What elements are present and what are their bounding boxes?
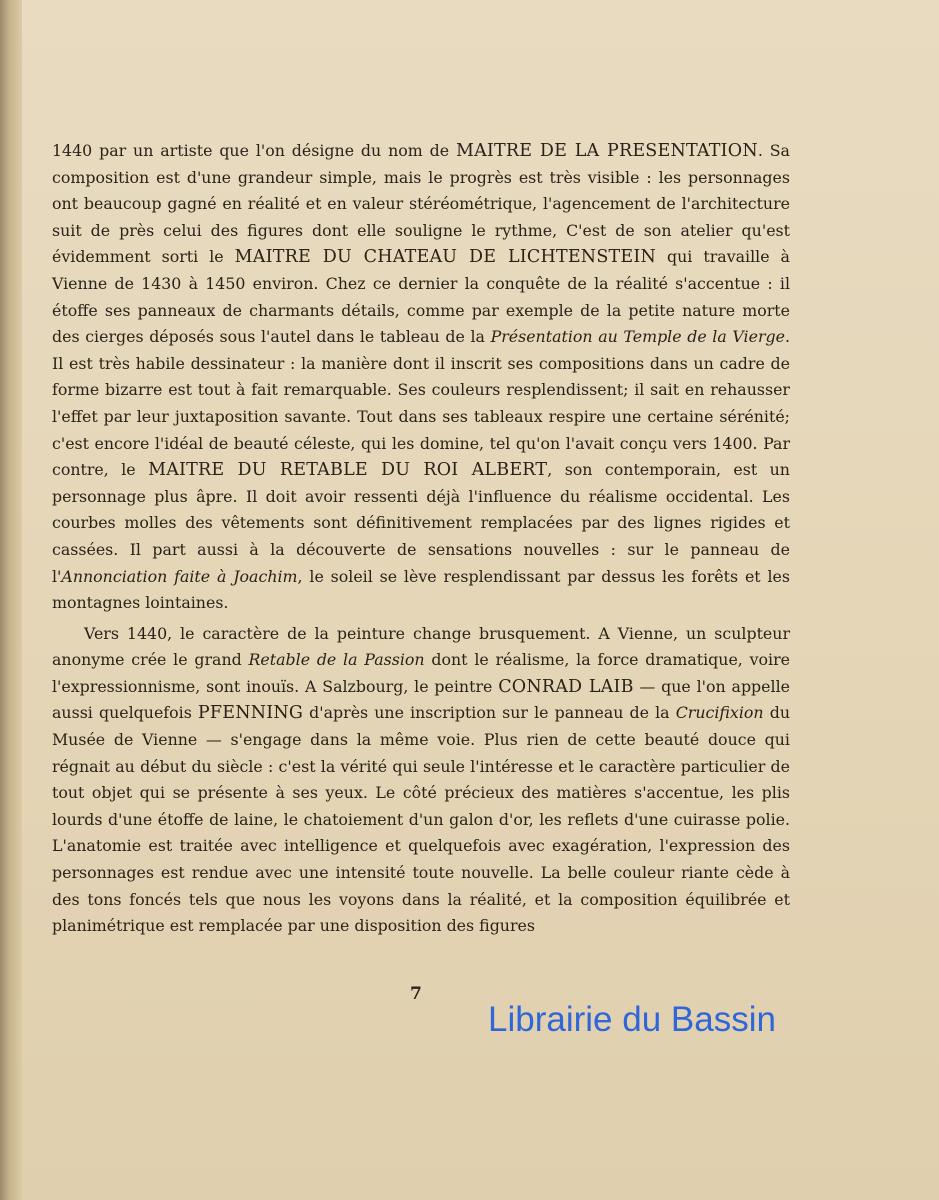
text-run: 1440 par un artiste que l'on désigne du nom de [52, 141, 456, 160]
text-run: , le soleil se lève resplendissant par dessus les forêts et les montagnes lointaines. [52, 566, 790, 613]
text-run: . Sa composition est d'une grandeur simple, mais le progrès est très visible : les personnages ont beaucoup gagné en réalité et en valeur stéréométrique, l'agencement de l'architecture suit de près celui des figures dont elle souligne le rythme, C'est de son atelier qu'est évidemment sorti le [52, 141, 790, 267]
artist-name: CONRAD LAIB [498, 676, 634, 697]
text-run: dont le réalisme, la force dramatique, voire l'expressionnisme, sont inouïs. A Salzbourg, le peintre [52, 650, 790, 696]
text-run: , son contemporain, est un personnage plus âpre. Il doit avoir ressenti déjà l'influence du réalisme occidental. Les courbes molles des vêtements sont définitivement remplacées par des lignes rigides et cassées. Il part aussi à la découverte de sensations nouvelles : sur le panneau de l' [52, 460, 790, 586]
text-run: . Il est très habile dessinateur : la manière dont il inscrit ses compositions dans un cadre de forme bizarre est tout à fait remarquable. Ses couleurs resplendissent; il sait en rehausser l'effet par leur juxtaposition savante. Tout dans ses tableaux respire une certaine sérénité; c'est encore l'idéal de beauté céleste, qui les domine, tel qu'on l'avait conçu vers 1400. Par contre, le [52, 327, 790, 480]
book-spine-shadow [0, 0, 22, 1200]
watermark-text: Librairie du Bassin [488, 1000, 776, 1039]
italic-title: Crucifixion [675, 703, 764, 723]
italic-title: Annonciation faite à Joachim [61, 566, 298, 586]
paragraph [52, 138, 790, 617]
page-number: 7 [410, 984, 422, 1004]
artist-name: PFENNING [197, 703, 304, 724]
text-run: du Musée de Vienne — s'engage dans la même voie. Plus rien de cette beauté douce qui régnait au début du siècle : c'est la vérité qui seule l'intéresse et le caractère particulier de tout objet qui se présente à ses yeux. Le côté précieux des matières s'accentue, les plis lourds d'une étoffe de laine, le chatoiement d'un galon d'or, les reflets d'une cuirasse polie. L'anatomie est traitée avec intelligence et quelquefois avec exagération, l'expression des personnages est rendue avec une intensité toute nouvelle. La belle couleur riante cède à des tons foncés tels que nous les voyons dans la réalité, et la composition équilibrée et planimétrique est remplacée par une disposition des figures [52, 703, 790, 936]
text-run: — que l'on appelle aussi quelquefois [52, 676, 790, 723]
body-text [52, 138, 790, 940]
artist-name: MAITRE DU RETABLE DU ROI ALBERT [148, 460, 548, 481]
text-run: qui travaille à Vienne de 1430 à 1450 environ. Chez ce dernier la conquête de la réalité s'accentue : il étoffe ses panneaux de charmants détails, comme par exemple de la petite nature morte des cierges déposés sous l'autel dans le tableau de la [52, 247, 790, 347]
italic-title: Retable de la Passion [248, 650, 425, 670]
italic-title: Présentation au Temple de la Vierge [490, 327, 785, 347]
artist-name: MAITRE DE LA PRESENTATION [455, 141, 758, 161]
text-run: d'après une inscription sur le panneau de la [303, 703, 676, 723]
text-run: Vers 1440, le caractère de la peinture change brusquement. A Vienne, un sculpteur anonyme crée le grand [52, 623, 790, 670]
artist-name: MAITRE DU CHATEAU DE LICHTENSTEIN [234, 247, 656, 268]
paragraph [52, 621, 790, 940]
